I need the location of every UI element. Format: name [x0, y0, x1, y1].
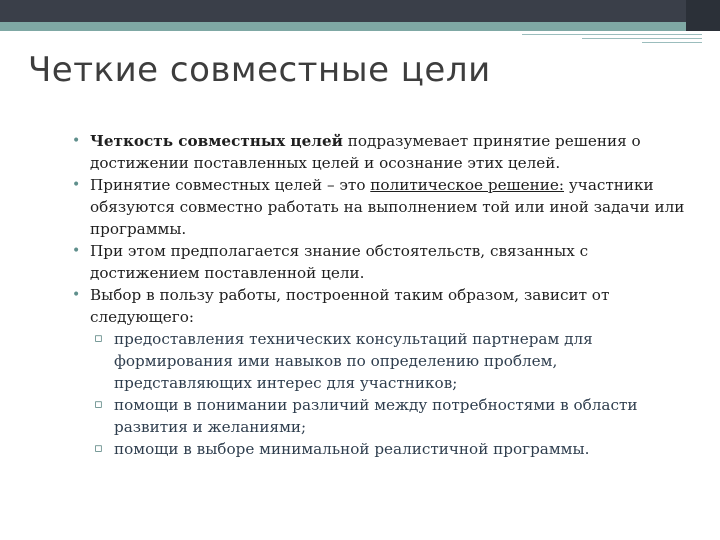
header-corner-block [686, 0, 720, 31]
header-bar [0, 0, 720, 22]
bullet-underlined-text: политическое решение: [370, 176, 565, 194]
bullet-text: участники обязуются совместно работать на выполнением той или иной задачи или программы. [90, 176, 685, 238]
bullet-bold-text: Четкость совместных целей [90, 132, 343, 150]
decorative-lines [502, 34, 702, 44]
bullet-item [72, 240, 692, 284]
sub-bullet-item: ▫ предоставления технических консультаций партнерам для формирования ими навыков по определению проблем, представляющих интерес для участников; [90, 328, 692, 394]
bullet-text: Принятие совместных целей – это [90, 176, 371, 194]
bullet-text: При этом предполагается знание обстоятельств, связанных с достижением поставленной цели. [90, 242, 589, 282]
sub-bullet-list [90, 328, 692, 460]
slide-title: Четкие совместные цели [28, 50, 491, 90]
bullet-item [72, 130, 692, 174]
sub-bullet-item: ▫ помощи в понимании различий между потребностями в области развития и желаниями; [90, 394, 692, 438]
bullet-item [72, 174, 692, 240]
bullet-list [72, 130, 692, 460]
bullet-text: Выбор в пользу работы, построенной таким образом, зависит от следующего: [90, 286, 610, 326]
sub-bullet-item: ▫ помощи в выборе минимальной реалистичной программы. [90, 438, 692, 460]
header-accent-stripe [0, 22, 720, 31]
slide-content [72, 130, 692, 460]
bullet-item [72, 284, 692, 460]
bullet-text: подразумевает принятие решения о достижении поставленных целей и осознание этих целей. [90, 132, 641, 172]
